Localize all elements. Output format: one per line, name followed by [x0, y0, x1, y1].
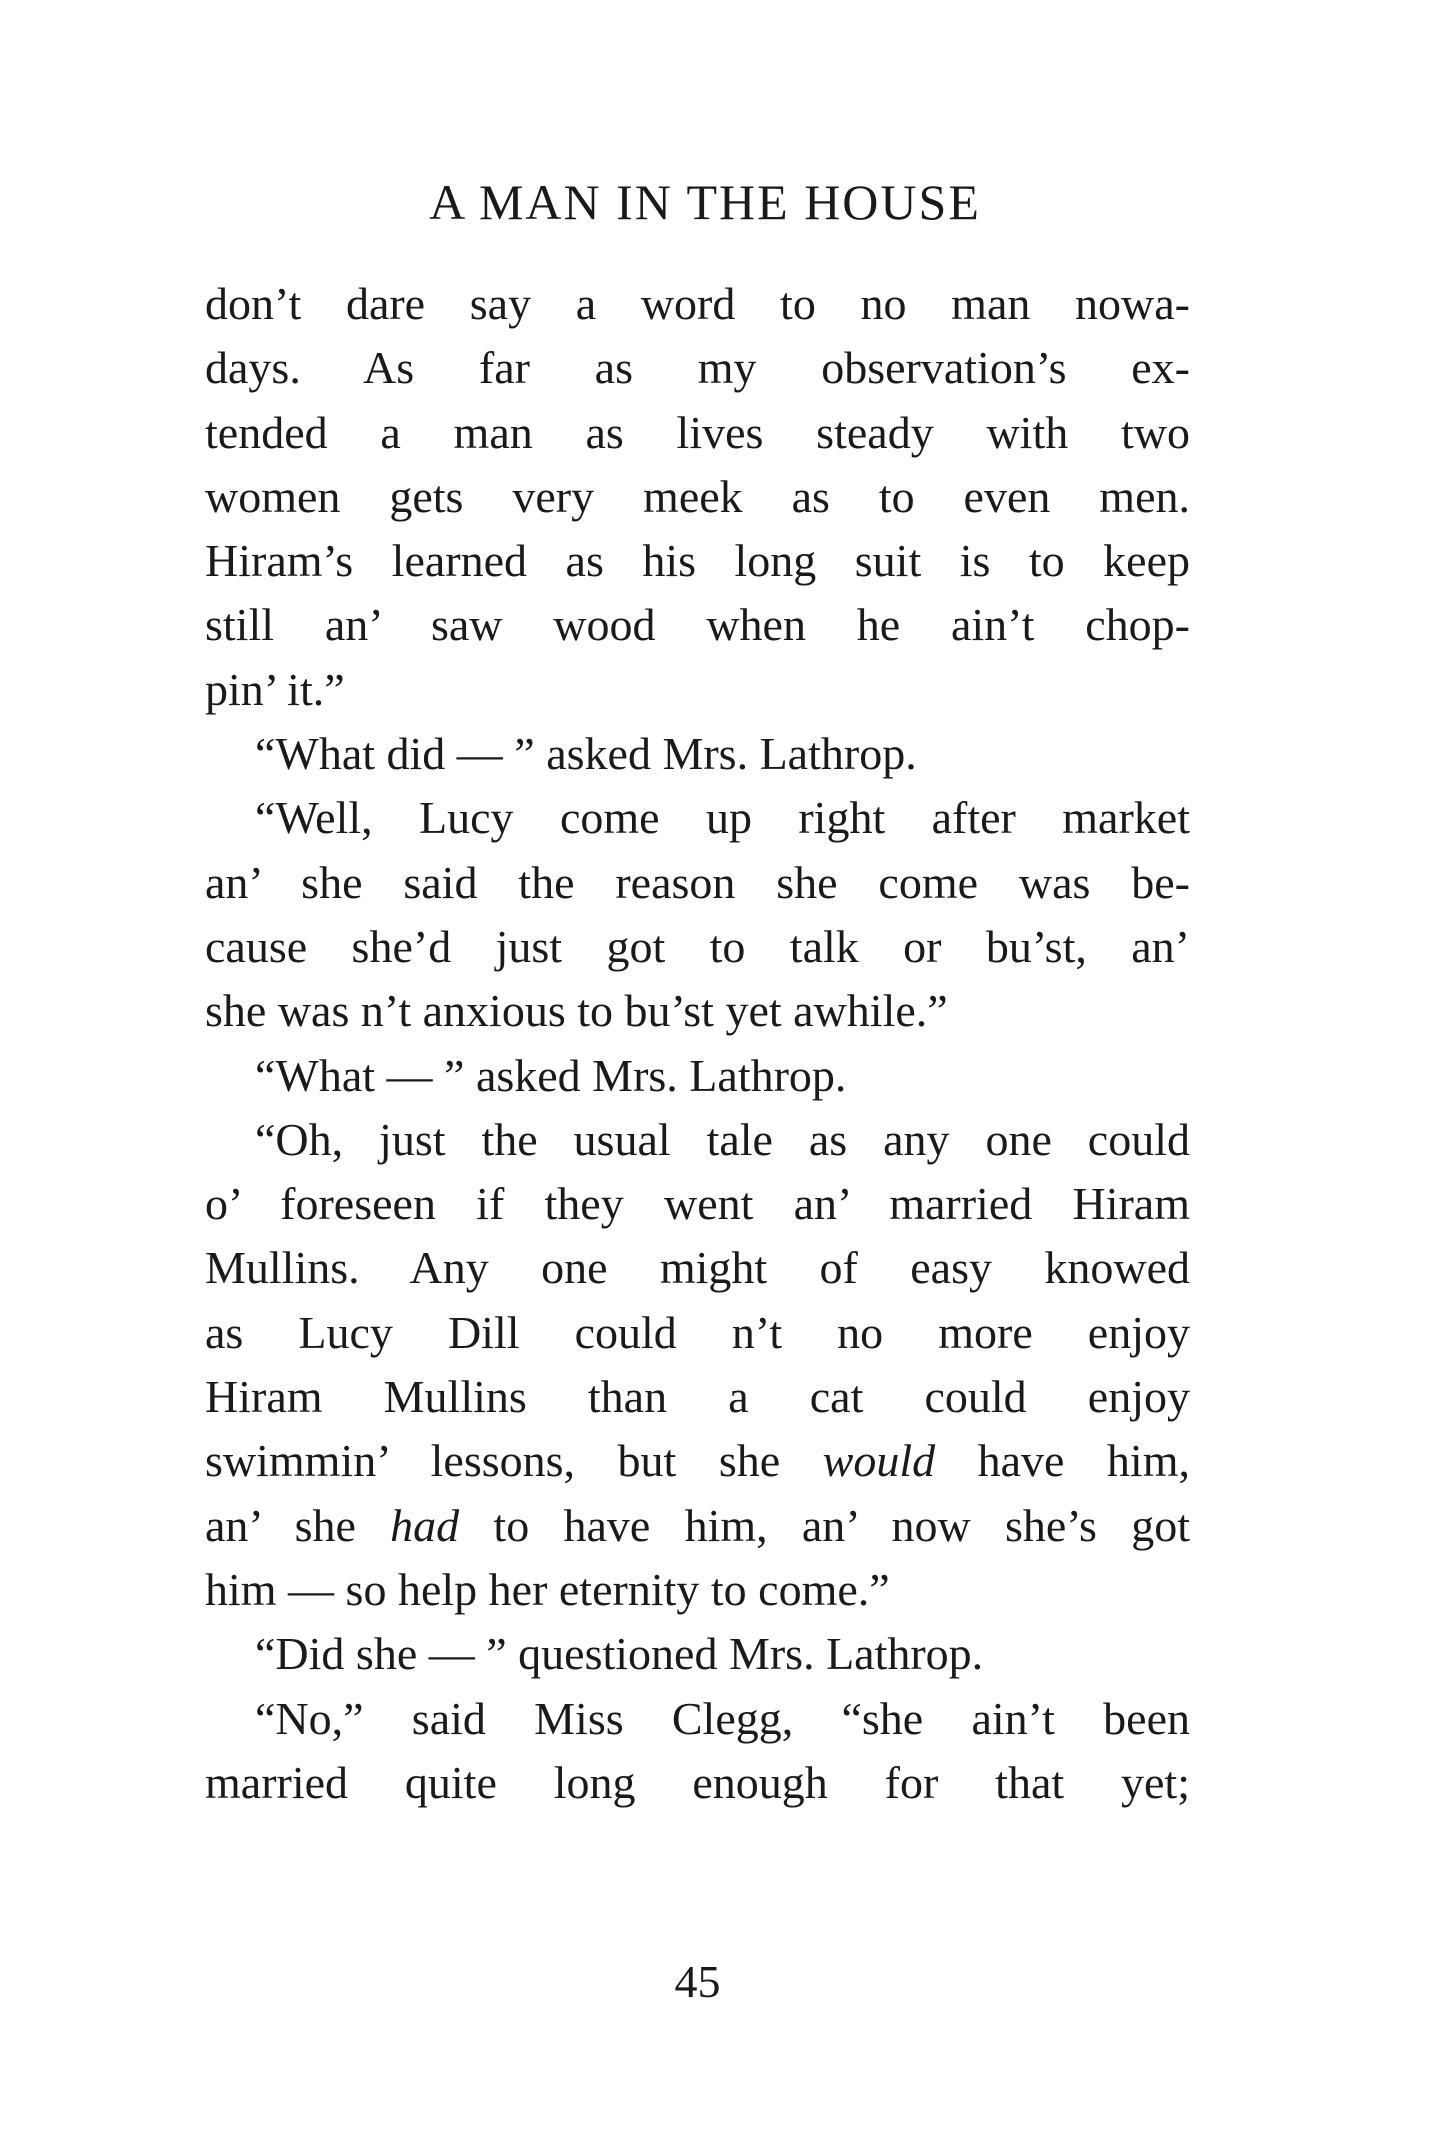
text-line: tended a man as lives steady with two: [205, 406, 1190, 458]
text-line: o’ foreseen if they went an’ married Hiram: [205, 1178, 1190, 1230]
text-line: Hiram’s learned as his long suit is to keep: [205, 535, 1190, 587]
text-segment: to have him, an’ now she’s got: [459, 1499, 1191, 1551]
text-line: “Did she — ” questioned Mrs. Lathrop.: [255, 1628, 984, 1680]
italic-word: had: [390, 1499, 460, 1551]
italic-word: would: [822, 1435, 936, 1487]
text-line: “Well, Lucy come up right after market: [255, 792, 1190, 844]
text-line: days. As far as my observation’s ex-: [205, 342, 1190, 394]
page-number: 45: [674, 1956, 721, 2007]
text-line: pin’ it.”: [205, 663, 345, 715]
text-line: “Oh, just the usual tale as any one could: [255, 1113, 1190, 1165]
text-segment: an’ she: [205, 1499, 391, 1551]
text-line: Hiram Mullins than a cat could enjoy: [205, 1371, 1190, 1423]
text-line: don’t dare say a word to no man nowa-: [205, 278, 1190, 329]
text-line: “No,” said Miss Clegg, “she ain’t been: [255, 1692, 1190, 1744]
text-line: she was n’t anxious to bu’st yet awhile.”: [205, 985, 948, 1037]
text-line: as Lucy Dill could n’t no more enjoy: [205, 1306, 1190, 1358]
text-line: “What did — ” asked Mrs. Lathrop.: [255, 728, 917, 780]
text-line: “What — ” asked Mrs. Lathrop.: [255, 1049, 847, 1101]
text-line: him — so help her eternity to come.”: [205, 1563, 890, 1615]
text-line: an’ she said the reason she come was be-: [205, 856, 1190, 908]
text-line: married quite long enough for that yet;: [205, 1756, 1190, 1808]
text-line: still an’ saw wood when he ain’t chop-: [205, 599, 1190, 651]
text-line: women gets very meek as to even men.: [205, 470, 1190, 522]
text-segment: have him,: [935, 1435, 1190, 1487]
text-segment: swimmin’ lessons, but she: [205, 1435, 823, 1487]
running-head: A MAN IN THE HOUSE: [429, 174, 981, 230]
text-line: Mullins. Any one might of easy knowed: [205, 1242, 1190, 1294]
text-line-with-italic: [205, 1494, 1190, 1558]
body-text: [205, 272, 1190, 1815]
text-line: cause she’d just got to talk or bu’st, an’: [205, 920, 1190, 972]
text-line-with-italic: [205, 1429, 1190, 1493]
